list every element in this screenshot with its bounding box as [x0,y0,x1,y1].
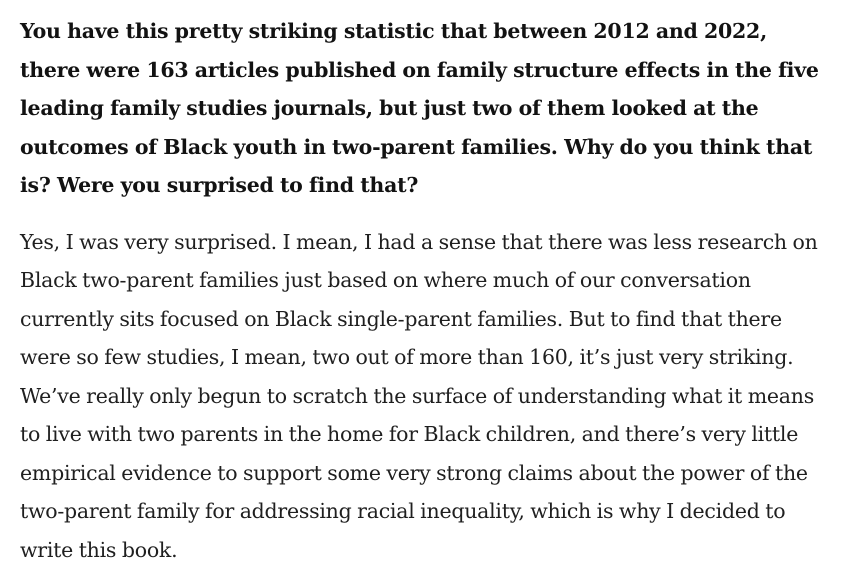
interview-excerpt [20,12,830,569]
interview-answer: Yes, I was very surprised. I mean, I had a sense that there was less research on Black two-parent families just based on where much of our conversation currently sits focused on Black single-parent families. But to find that there were so few studies, I mean, two out of more than 160, it’s just very striking. We’ve really only begun to scratch the surface of understanding what it means to live with two parents in the home for Black children, and there’s very little empirical evidence to support some very strong claims about the power of the two-parent family for addressing racial inequality, which is why I decided to write this book. [20,229,818,562]
interview-question: You have this pretty striking statistic that between 2012 and 2022, there were 163 articles published on family structure effects in the five leading family studies journals, but just two of them looked at the outcomes of Black youth in two-parent families. Why do you think that is? Were you surprised to find that? [20,19,819,197]
